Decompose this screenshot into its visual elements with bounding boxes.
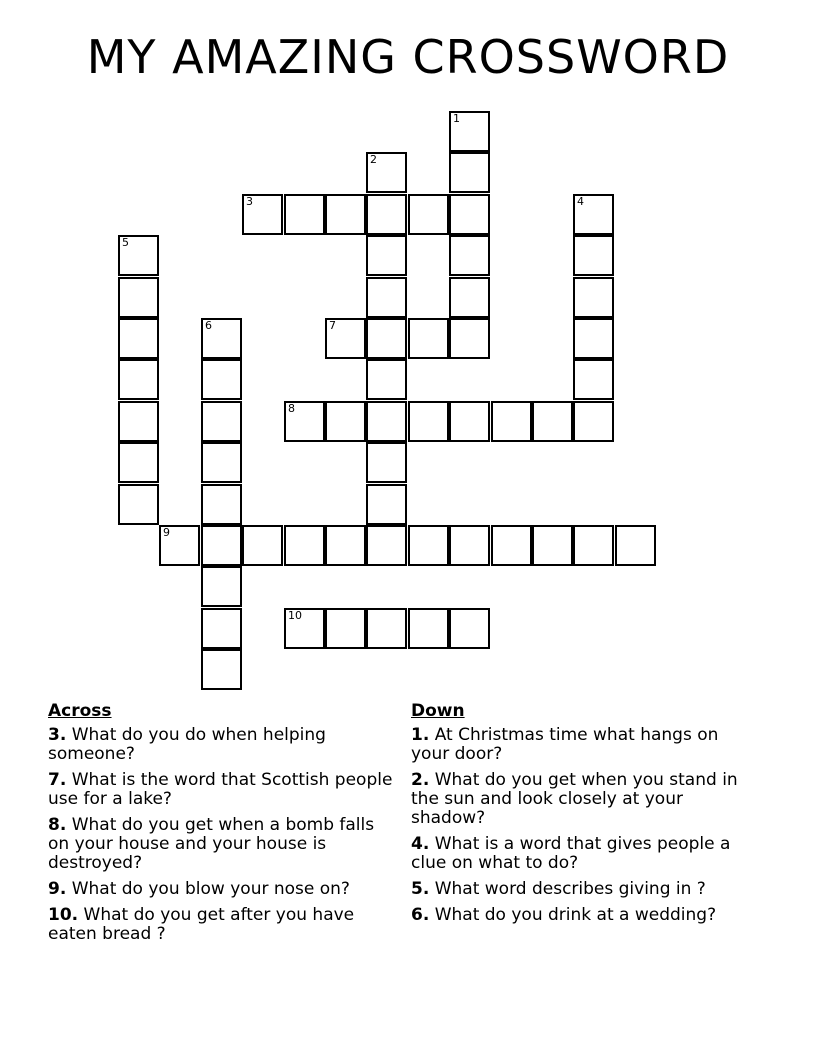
grid-cell[interactable] (325, 608, 366, 649)
grid-cell[interactable] (532, 525, 573, 566)
grid-cell[interactable] (449, 111, 490, 152)
grid-cell[interactable] (366, 608, 407, 649)
clue-down-6: 6. What do you drink at a wedding? (411, 905, 717, 925)
clue-number: 4 (577, 195, 584, 208)
clue-across-7: 7. What is the word that Scottish people use for a lake? (48, 770, 393, 809)
grid-cell[interactable] (366, 152, 407, 193)
clue-number: 6 (205, 319, 212, 332)
grid-cell[interactable] (201, 318, 242, 359)
grid-cell[interactable] (118, 359, 159, 400)
clue-down-2: 2. What do you get when you stand in the sun and look closely at your shadow? (411, 770, 738, 828)
grid-cell[interactable] (449, 318, 490, 359)
grid-cell[interactable] (159, 525, 200, 566)
grid-cell[interactable] (118, 235, 159, 276)
grid-cell[interactable] (449, 401, 490, 442)
grid-cell[interactable] (242, 525, 283, 566)
grid-cell[interactable] (366, 277, 407, 318)
clue-number: 9 (163, 526, 170, 539)
grid-cell[interactable] (491, 525, 532, 566)
grid-cell[interactable] (118, 484, 159, 525)
clue-down-4: 4. What is a word that gives people a clue on what to do? (411, 834, 731, 873)
page-title: MY AMAZING CROSSWORD (86, 30, 730, 84)
clue-number: 10 (288, 609, 302, 622)
grid-cell[interactable] (366, 525, 407, 566)
grid-cell[interactable] (118, 401, 159, 442)
grid-cell[interactable] (408, 194, 449, 235)
grid-cell[interactable] (449, 277, 490, 318)
clue-across-9: 9. What do you blow your nose on? (48, 879, 350, 899)
grid-cell[interactable] (201, 649, 242, 690)
grid-cell[interactable] (491, 401, 532, 442)
grid-cell[interactable] (201, 484, 242, 525)
grid-cell[interactable] (366, 442, 407, 483)
grid-cell[interactable] (284, 194, 325, 235)
grid-cell[interactable] (201, 401, 242, 442)
grid-cell[interactable] (284, 401, 325, 442)
grid-cell[interactable] (366, 359, 407, 400)
across-clues (48, 702, 398, 951)
grid-cell[interactable] (201, 566, 242, 607)
grid-cell[interactable] (366, 194, 407, 235)
grid-cell[interactable] (573, 401, 614, 442)
clue-down-1: 1. At Christmas time what hangs on your door? (411, 725, 719, 764)
clue-number: 3 (246, 195, 253, 208)
grid-cell[interactable] (201, 442, 242, 483)
grid-cell[interactable] (573, 318, 614, 359)
grid-cell[interactable] (325, 525, 366, 566)
grid-cell[interactable] (408, 608, 449, 649)
grid-cell[interactable] (242, 194, 283, 235)
clue-number: 8 (288, 402, 295, 415)
grid-cell[interactable] (284, 525, 325, 566)
grid-cell[interactable] (615, 525, 656, 566)
grid-cell[interactable] (118, 277, 159, 318)
grid-cell[interactable] (573, 359, 614, 400)
grid-cell[interactable] (366, 318, 407, 359)
grid-cell[interactable] (201, 608, 242, 649)
grid-cell[interactable] (449, 194, 490, 235)
grid-cell[interactable] (449, 608, 490, 649)
grid-cell[interactable] (408, 525, 449, 566)
clue-across-8: 8. What do you get when a bomb falls on your house and your house is destroyed? (48, 815, 375, 873)
clue-down-5: 5. What word describes giving in ? (411, 879, 706, 899)
grid-cell[interactable] (573, 194, 614, 235)
clue-number: 5 (122, 236, 129, 249)
clue-number: 7 (329, 319, 336, 332)
grid-cell[interactable] (408, 401, 449, 442)
clue-across-10: 10. What do you get after you have eaten bread ? (48, 905, 355, 944)
grid-cell[interactable] (366, 401, 407, 442)
grid-cell[interactable] (201, 359, 242, 400)
grid-cell[interactable] (449, 152, 490, 193)
grid-cell[interactable] (201, 525, 242, 566)
clue-number: 1 (453, 112, 460, 125)
down-heading: Down (411, 701, 465, 721)
grid-cell[interactable] (449, 525, 490, 566)
grid-cell[interactable] (573, 525, 614, 566)
grid-cell[interactable] (325, 318, 366, 359)
grid-cell[interactable] (118, 318, 159, 359)
clue-across-3: 3. What do you do when helping someone? (48, 725, 326, 764)
grid-cell[interactable] (573, 277, 614, 318)
down-clues (411, 702, 756, 932)
grid-cell[interactable] (325, 194, 366, 235)
grid-cell[interactable] (325, 401, 366, 442)
grid-cell[interactable] (408, 318, 449, 359)
across-heading: Across (48, 701, 112, 721)
grid-cell[interactable] (573, 235, 614, 276)
grid-cell[interactable] (532, 401, 573, 442)
clue-number: 2 (370, 153, 377, 166)
grid-cell[interactable] (366, 484, 407, 525)
grid-cell[interactable] (449, 235, 490, 276)
grid-cell[interactable] (366, 235, 407, 276)
grid-cell[interactable] (284, 608, 325, 649)
grid-cell[interactable] (118, 442, 159, 483)
